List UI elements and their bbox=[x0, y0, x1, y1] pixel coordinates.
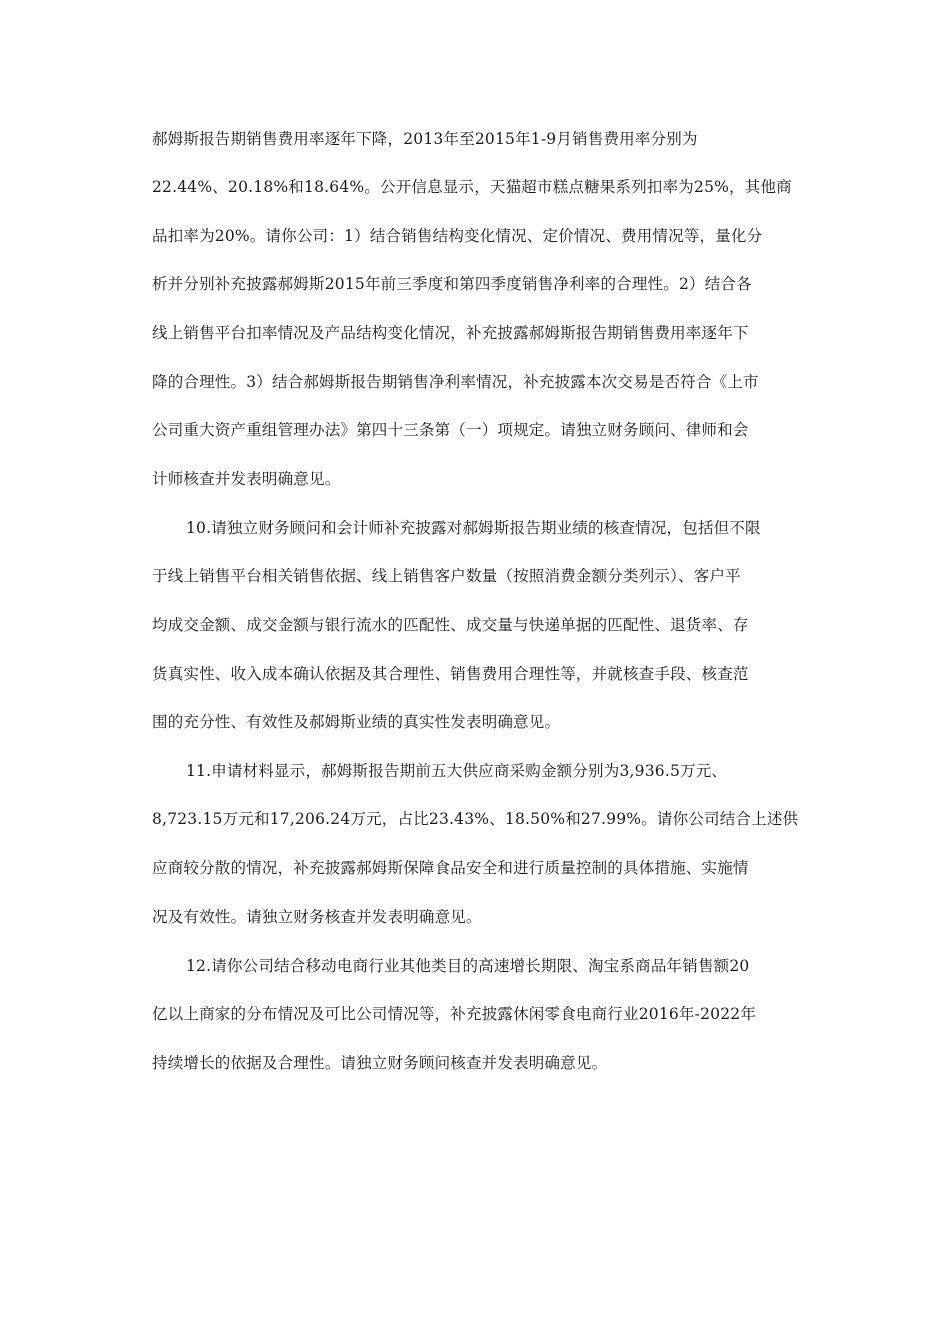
paragraph-line: 均成交金额、成交金额与银行流水的匹配性、成交量与快递单据的匹配性、退货率、存 bbox=[152, 616, 749, 634]
paragraph-line: 郝姆斯报告期销售费用率逐年下降，2013年至2015年1-9月销售费用率分别为 bbox=[152, 130, 698, 148]
paragraph-line: 货真实性、收入成本确认依据及其合理性、销售费用合理性等，并就核查手段、核查范 bbox=[152, 665, 749, 683]
paragraph-line: 降的合理性。3）结合郝姆斯报告期销售净利率情况，补充披露本次交易是否符合《上市 bbox=[152, 373, 759, 391]
paragraph-line: 10.请独立财务顾问和会计师补充披露对郝姆斯报告期业绩的核查情况，包括但不限 bbox=[186, 519, 761, 537]
paragraph-line: 8,723.15万元和17,206.24万元，占比23.43%、18.50%和27.99%。请你公司结合上述供 bbox=[152, 810, 799, 828]
paragraph-line: 析并分别补充披露郝姆斯2015年前三季度和第四季度销售净利率的合理性。2）结合各 bbox=[152, 275, 752, 293]
paragraph-line: 公司重大资产重组管理办法》第四十三条第（一）项规定。请独立财务顾问、律师和会 bbox=[152, 421, 749, 439]
paragraph-line: 12.请你公司结合移动电商行业其他类目的高速增长期限、淘宝系商品年销售额20 bbox=[186, 957, 750, 975]
paragraph-line: 亿以上商家的分布情况及可比公司情况等，补充披露休闲零食电商行业2016年-2022年 bbox=[152, 1005, 757, 1023]
paragraph-line: 围的充分性、有效性及郝姆斯业绩的真实性发表明确意见。 bbox=[152, 713, 561, 731]
paragraph-line: 应商较分散的情况，补充披露郝姆斯保障食品安全和进行质量控制的具体措施、实施情 bbox=[152, 859, 749, 877]
paragraph-line: 于线上销售平台相关销售依据、线上销售客户数量（按照消费金额分类列示）、客户平 bbox=[152, 567, 741, 585]
paragraph-line: 11.申请材料显示，郝姆斯报告期前五大供应商采购金额分别为3,936.5万元、 bbox=[186, 762, 728, 780]
paragraph-line: 持续增长的依据及合理性。请独立财务顾问核查并发表明确意见。 bbox=[152, 1054, 608, 1072]
paragraph-line: 品扣率为20%。请你公司：1）结合销售结构变化情况、定价情况、费用情况等，量化分 bbox=[152, 227, 763, 245]
paragraph-line: 况及有效性。请独立财务核查并发表明确意见。 bbox=[152, 908, 482, 926]
paragraph-line: 计师核查并发表明确意见。 bbox=[152, 470, 341, 488]
paragraph-line: 线上销售平台扣率情况及产品结构变化情况，补充披露郝姆斯报告期销售费用率逐年下 bbox=[152, 324, 749, 342]
paragraph-line: 22.44%、20.18%和18.64%。公开信息显示，天猫超市糕点糖果系列扣率为25%，其他商 bbox=[152, 178, 792, 196]
